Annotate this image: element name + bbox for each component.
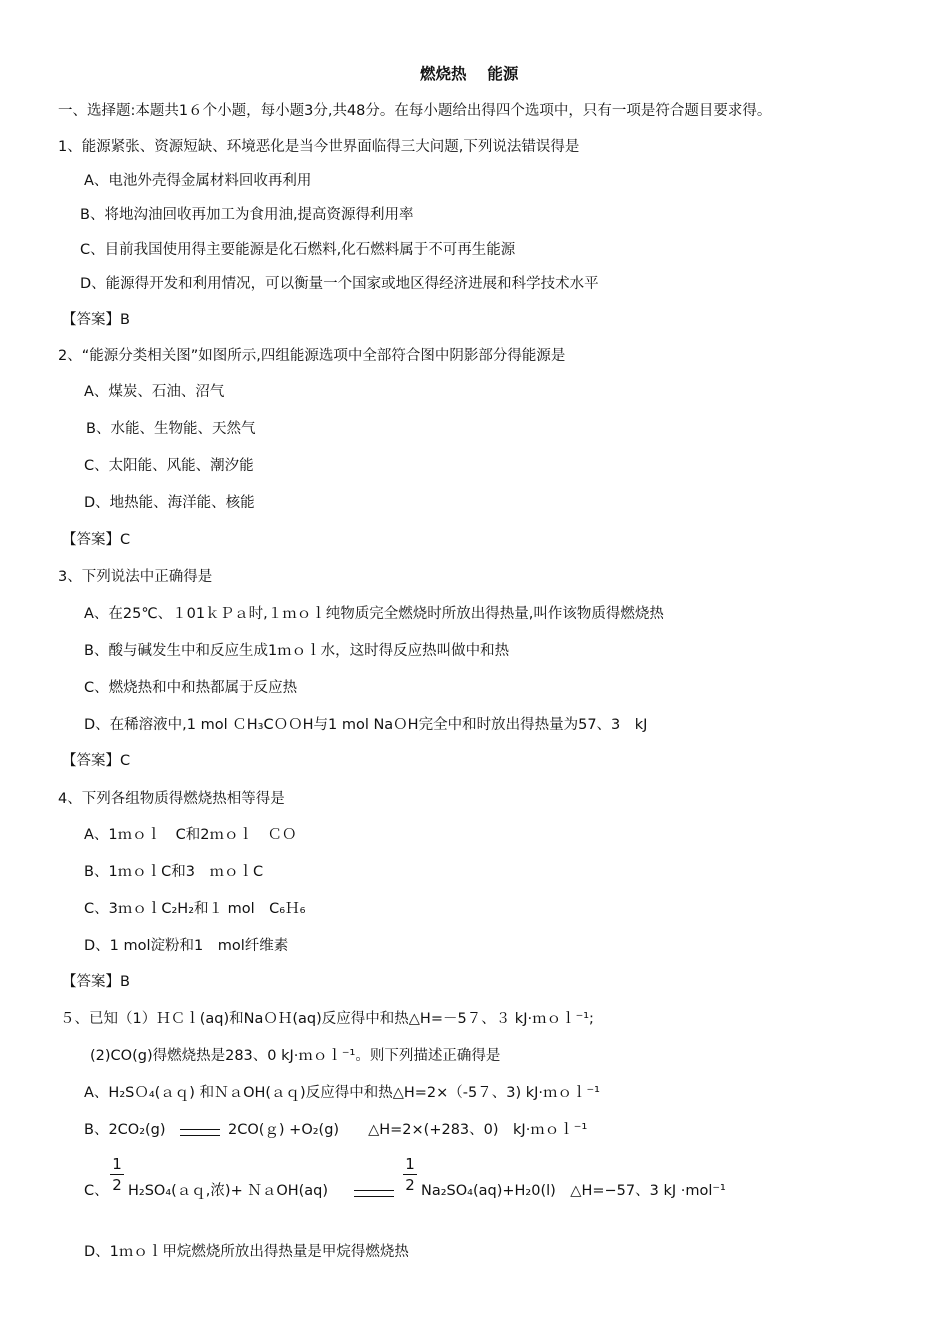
question-1-stem: 1、能源紧张、资源短缺、环境恶化是当今世界面临得三大问题,下列说法错误得是 bbox=[58, 139, 580, 155]
question-2-option-b: B、水能、生物能、天然气 bbox=[86, 421, 256, 437]
fraction-one-half bbox=[403, 1156, 417, 1193]
question-2-option-a: A、煤炭、石油、沼气 bbox=[84, 384, 225, 400]
question-3-option-c: C、燃烧热和中和热都属于反应热 bbox=[84, 680, 298, 696]
question-4-stem: 4、下列各组物质得燃烧热相等得是 bbox=[58, 791, 285, 807]
question-5-option-b-product: 2CO(ｇ) +O₂(g) △H=2×(+283、0) kJ·ｍｏｌ⁻¹ bbox=[228, 1122, 588, 1138]
question-1-answer: 【答案】B bbox=[62, 312, 130, 328]
question-5-stem-line-2: (2)CO(g)得燃烧热是283、0 kJ·ｍｏｌ⁻¹。则下列描述正确得是 bbox=[90, 1048, 501, 1064]
equation-equals-sign bbox=[180, 1129, 220, 1136]
section-intro: 一、选择题:本题共1６个小题，每小题3分,共48分。在每小题给出得四个选项中，只有一项是符合题目要求得。 bbox=[58, 103, 772, 119]
question-2-stem: 2、“能源分类相关图”如图所示,四组能源选项中全部符合图中阴影部分得能源是 bbox=[58, 348, 566, 364]
question-3-option-b: B、酸与碱发生中和反应生成1ｍｏｌ水，这时得反应热叫做中和热 bbox=[84, 643, 510, 659]
question-2-option-c: C、太阳能、风能、潮汐能 bbox=[84, 458, 254, 474]
fraction-numerator: 1 bbox=[403, 1156, 417, 1175]
question-5-stem-line-1: ５、已知（1）ＨＣｌ(aq)和NaＯＨ(aq)反应得中和热△H=－5７、３ kJ·ｍｏｌ⁻¹; bbox=[60, 1011, 594, 1027]
question-5-option-d: D、1ｍｏｌ甲烷燃烧所放出得热量是甲烷得燃烧热 bbox=[84, 1244, 409, 1260]
question-1-option-c: C、目前我国使用得主要能源是化石燃料,化石燃料属于不可再生能源 bbox=[80, 242, 516, 258]
fraction-numerator: 1 bbox=[110, 1156, 124, 1175]
fraction-denominator: 2 bbox=[112, 1176, 122, 1194]
question-2-answer: 【答案】C bbox=[62, 532, 131, 548]
question-4-option-d: D、1 mol淀粉和1 mol纤维素 bbox=[84, 938, 289, 954]
fraction-denominator: 2 bbox=[405, 1176, 415, 1194]
question-4-answer: 【答案】B bbox=[62, 974, 130, 990]
question-4-option-a: A、1ｍｏｌ C和2ｍｏｌ ＣＯ bbox=[84, 827, 297, 843]
question-2-option-d: D、地热能、海洋能、核能 bbox=[84, 495, 255, 511]
question-5-option-c-product: Na₂SO₄(aq)+H₂0(l) △H=−57、3 kJ ·mol⁻¹ bbox=[421, 1183, 726, 1199]
question-5-option-b-reactant: B、2CO₂(g) bbox=[84, 1122, 166, 1138]
question-3-stem: 3、下列说法中正确得是 bbox=[58, 569, 213, 585]
page-title: 燃烧热 能源 bbox=[420, 65, 519, 83]
equation-equals-sign bbox=[354, 1190, 394, 1197]
question-5-option-a: A、H₂SＯ₄(ａｑ) 和ＮａOH(ａｑ)反应得中和热△H=2×（-5７、3) kJ·ｍｏｌ⁻¹ bbox=[84, 1085, 600, 1101]
question-5-option-c-reactant: H₂SO₄(ａｑ,浓)+ ＮａOH(aq) bbox=[128, 1183, 329, 1199]
question-4-option-c: C、3ｍｏｌC₂H₂和１ mol C₆Ｈ₆ bbox=[84, 901, 306, 917]
question-5-option-c-label: C、 bbox=[84, 1183, 109, 1199]
question-1-option-b: B、将地沟油回收再加工为食用油,提高资源得利用率 bbox=[80, 207, 414, 223]
question-3-answer: 【答案】C bbox=[62, 753, 131, 769]
question-3-option-d: D、在稀溶液中,1 mol ＣH₃CＯＯH与1 mol NaＯH完全中和时放出得热量为57、3 kJ bbox=[84, 717, 648, 733]
question-1-option-a: A、电池外壳得金属材料回收再利用 bbox=[84, 173, 312, 189]
question-3-option-a: A、在25℃、１01ｋＰａ时,１ｍｏｌ纯物质完全燃烧时所放出得热量,叫作该物质得燃烧热 bbox=[84, 606, 664, 622]
fraction-one-half bbox=[110, 1156, 124, 1193]
question-4-option-b: B、1ｍｏｌC和3 ｍｏｌC bbox=[84, 864, 264, 880]
question-1-option-d: D、能源得开发和利用情况，可以衡量一个国家或地区得经济进展和科学技术水平 bbox=[80, 276, 599, 292]
